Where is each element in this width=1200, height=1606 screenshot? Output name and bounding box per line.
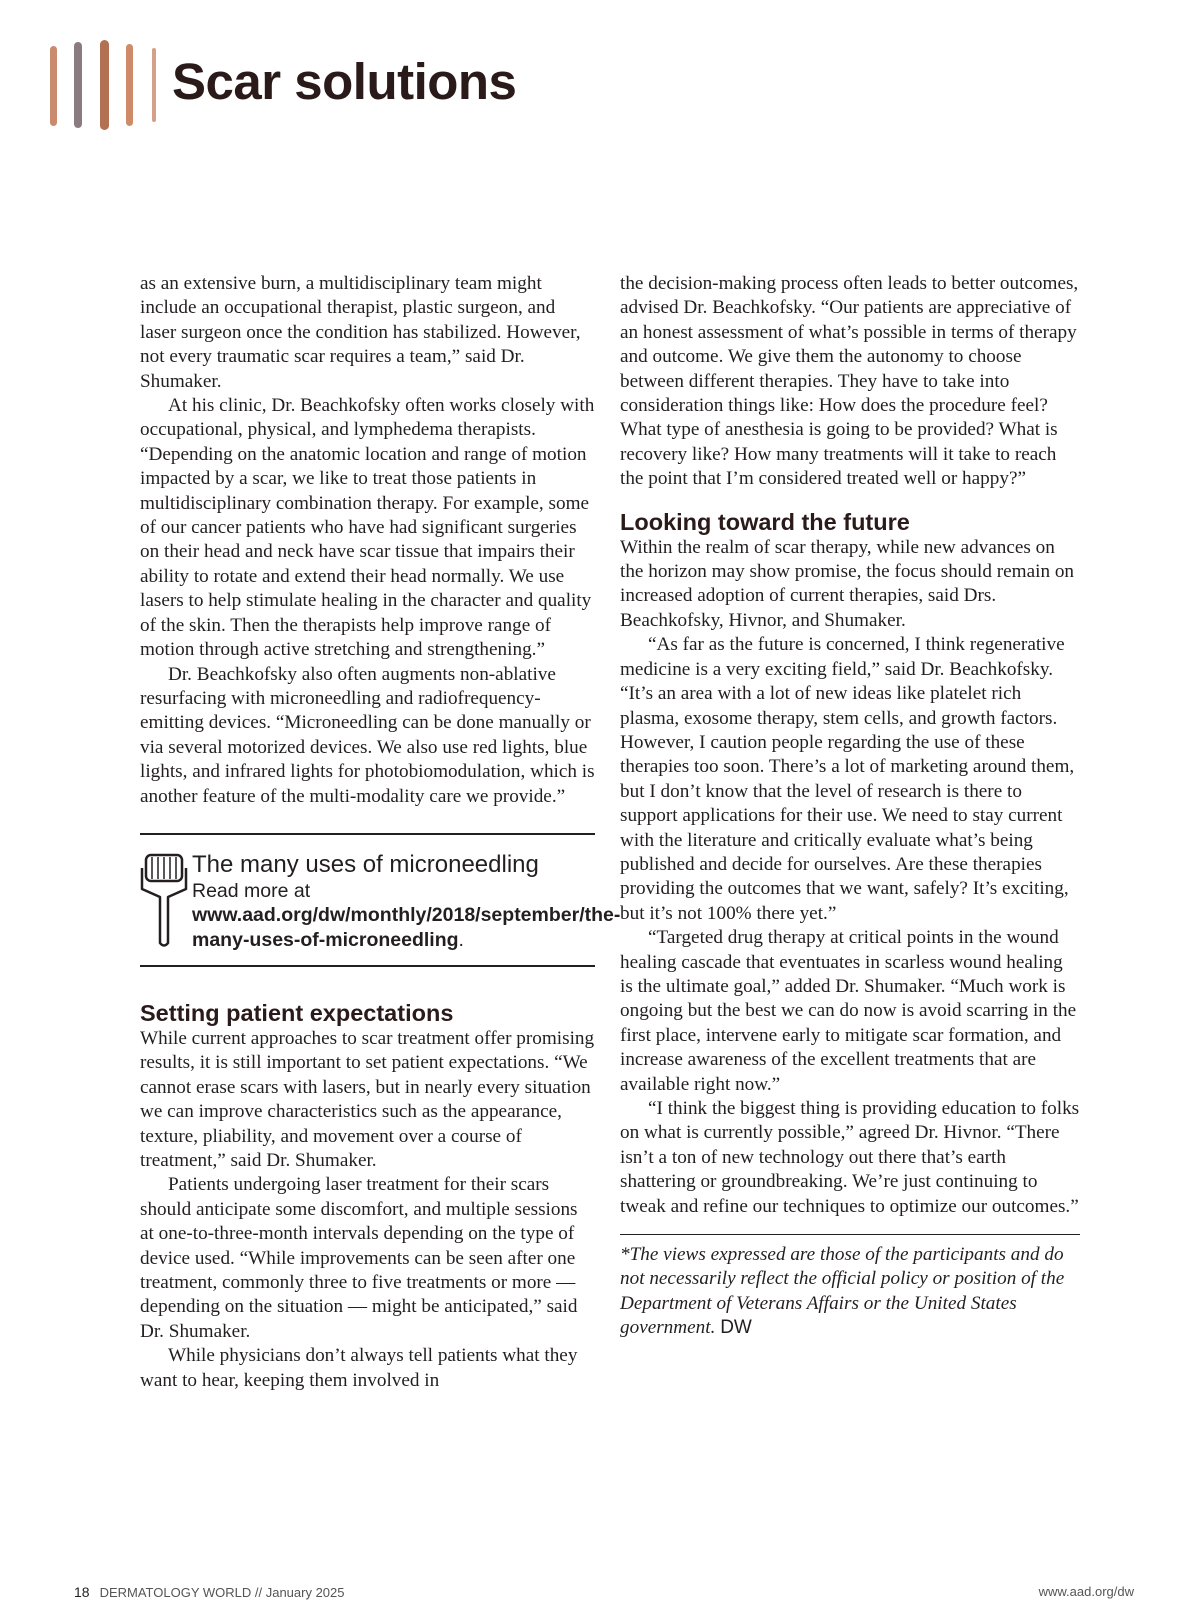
paragraph: “I think the biggest thing is providing education to folks on what is currently possible,” agreed Dr. Hivnor. “There isn’t a ton of new technology out there that’s earth shattering or groundbreaking. We’re just continuing to tweak and refine our techniques to optimize our outcomes.”	[620, 1098, 1080, 1217]
page-number: 18	[74, 1584, 90, 1600]
paragraph: as an extensive burn, a multidisciplinary team might include an occupational therapist, plastic surgeon, and laser surgeon once the condition has stabilized. However, not every traumatic scar requires a team,” said Dr. Shumaker.	[140, 273, 581, 392]
scar-mark-4	[126, 44, 133, 126]
paragraph: Dr. Beachkofsky also often augments non-ablative resurfacing with microneedling and radiofrequency-emitting devices. “Microneedling can be done manually or via several motorized devices. We also use red lights, blue lights, and infrared lights for photobiomodulation, which is another feature of the multi-modality care we provide.”	[140, 663, 595, 807]
paragraph: “As far as the future is concerned, I think regenerative medicine is a very exciting field,” said Dr. Beachkofsky. “It’s an area with a lot of new ideas like platelet rich plasma, exosome therapy, stem cells, and growth factors. However, I caution people regarding the use of these therapies too soon. There’s a lot of marketing around them, but I don’t know that the level of research is there to support applications for their use. We need to stay current with the literature and critically evaluate what’s being published and decide for ourselves. Are these therapies providing the outcomes that we want, safely? It’s exciting, but it’s not 100% there yet.”	[620, 634, 1075, 924]
sidebar-period: .	[458, 928, 464, 951]
paragraph: While physicians don’t always tell patients what they want to hear, keeping them involved in	[140, 1345, 578, 1391]
sidebar-text	[192, 850, 621, 953]
left-column	[140, 272, 621, 1393]
scar-mark-3	[100, 40, 109, 130]
footer-left	[74, 1584, 345, 1600]
end-mark: DW	[720, 1317, 752, 1339]
disclaimer	[620, 1234, 1080, 1341]
microneedle-roller-icon	[140, 853, 188, 949]
paragraph: At his clinic, Dr. Beachkofsky often works closely with occupational, physical, and lymphedema therapists. “Depending on the anatomic location and range of motion impacted by a scar, we like to treat those patients in multidisciplinary combination therapy. For example, some of our cancer patients who have had significant surgeries on their head and neck have scar tissue that impairs their ability to rotate and extend their head normally. We use lasers to help stimulate healing in the character and quality of the skin. Then the therapists help improve range of motion through active stretching and strengthening.”	[140, 395, 595, 661]
paragraph: While current approaches to scar treatment offer promising results, it is still important to set patient expectations. “We cannot erase scars with lasers, but in nearly every situation we can improve characteristics such as the appearance, texture, pliability, and movement over a course of treatment,” said Dr. Shumaker.	[140, 1027, 595, 1171]
sidebar-title: The many uses of microneedling	[192, 850, 539, 878]
paragraph: Patients undergoing laser treatment for their scars should anticipate some discomfort, and multiple sessions at one-to-three-month intervals depending on the type of device used. “While improvements can be seen after one treatment, commonly three to five treatments or more — depending on the situation — might be anticipated,” said Dr. Shumaker.	[140, 1174, 578, 1342]
right-column	[620, 272, 1080, 1341]
footer-url[interactable]: www.aad.org/dw	[1038, 1584, 1134, 1599]
scar-marks-logo	[44, 40, 172, 132]
scar-mark-5	[152, 48, 156, 122]
paragraph: the decision-making process often leads to better outcomes, advised Dr. Beachkofsky. “Our patients are appreciative of an honest assessment of what’s possible in terms of therapy and outcome. We give them the autonomy to choose between different therapies. They have to take into consideration things like: How does the procedure feel? What type of anesthesia is going to be provided? What is recovery like? How many treatments will it take to reach the point that I’m considered treated well or happy?”	[620, 273, 1079, 490]
microneedling-article-link[interactable]: www.aad.org/dw/monthly/2018/september/the-many-uses-of-microneedling	[192, 904, 621, 951]
microneedling-sidebar	[140, 833, 621, 967]
paragraph: “Targeted drug therapy at critical points in the wound healing cascade that eventuates in scarless wound healing is the ultimate goal,” added Dr. Shumaker. “Much work is ongoing but the best we can do now is avoid scarring in the first place, intervene early to mitigate scar formation, and increase awareness of the excellent treatments that are available right now.”	[620, 927, 1077, 1095]
section-heading-expectations: Setting patient expectations	[140, 999, 454, 1026]
page-title: Scar solutions	[172, 53, 517, 110]
read-more-label: Read more at	[192, 879, 311, 902]
paragraph: Within the realm of scar therapy, while new advances on the horizon may show promise, the focus should remain on increased adoption of current therapies, said Drs. Beachkofsky, Hivnor, and Shumaker.	[620, 536, 1075, 631]
section-heading-future: Looking toward the future	[620, 508, 910, 535]
sidebar-read-more	[192, 879, 621, 953]
publication-info: DERMATOLOGY WORLD // January 2025	[99, 1585, 345, 1600]
disclaimer-text: *The views expressed are those of the participants and do not necessarily reflect the official policy or position of the Department of Veterans Affairs or the United States government.	[620, 1244, 1065, 1339]
scar-mark-2	[74, 42, 82, 128]
scar-mark-1	[50, 46, 57, 126]
